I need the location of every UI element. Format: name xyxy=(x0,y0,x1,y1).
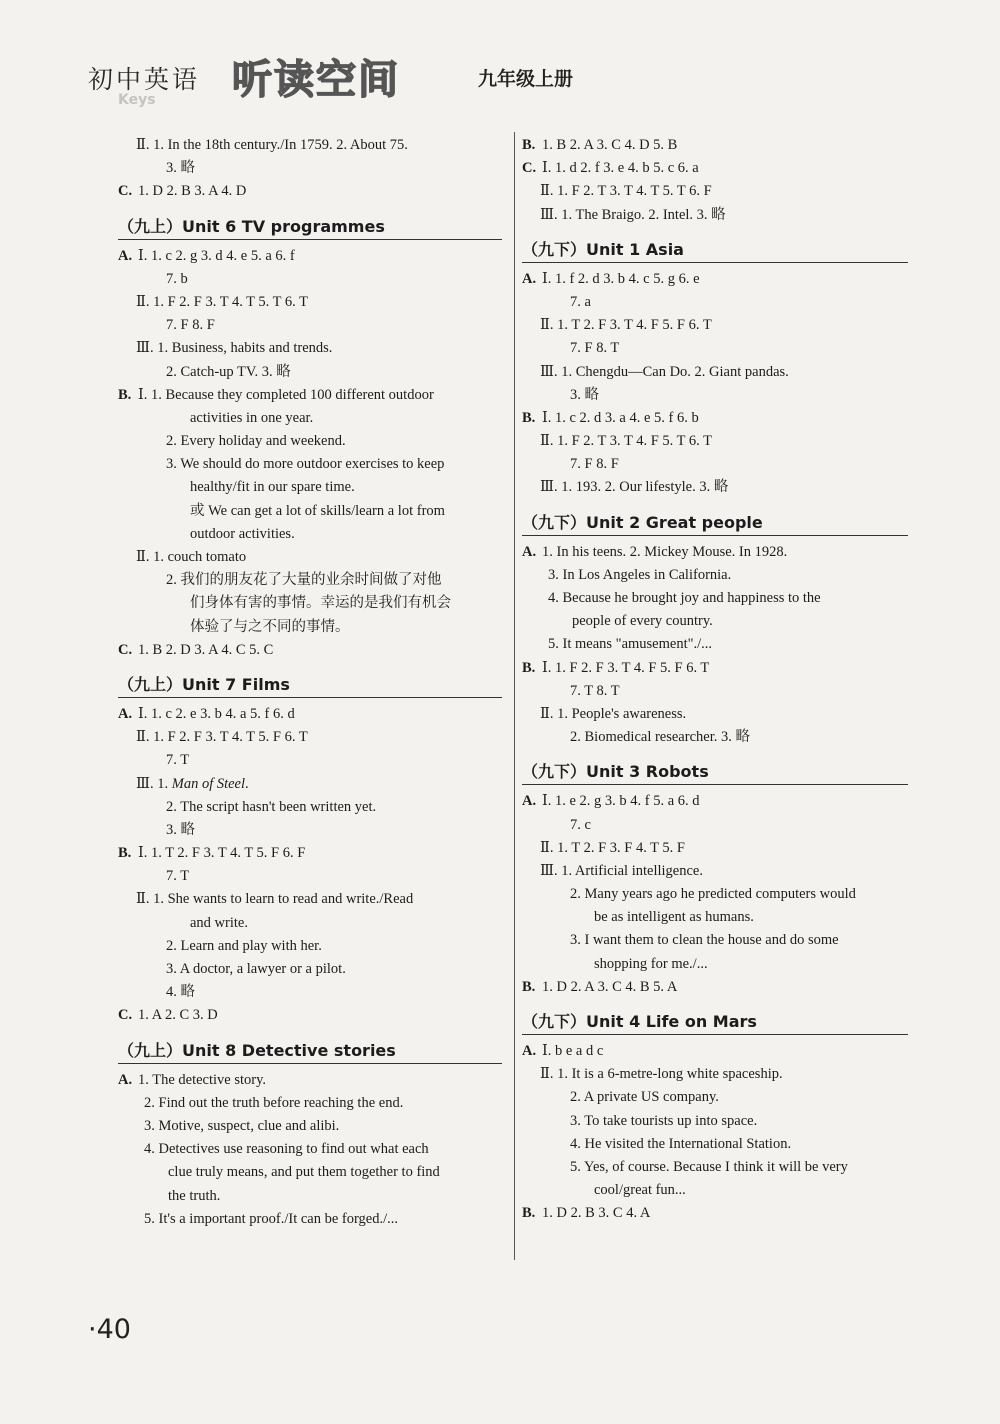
answer-line xyxy=(118,314,510,337)
answer-line xyxy=(118,842,510,865)
answer-text: shopping for me./... xyxy=(594,955,708,972)
answer-line xyxy=(118,500,510,523)
answer-text: 1. In his teens. 2. Mickey Mouse. In 1928. xyxy=(542,543,788,560)
answer-line xyxy=(522,703,916,726)
answer-line xyxy=(522,407,916,430)
unit-title: （九下）Unit 3 Robots xyxy=(522,759,908,785)
unit-heading xyxy=(522,756,916,790)
answer-text: clue truly means, and put them together to find xyxy=(168,1164,440,1181)
part-label: C. xyxy=(522,160,537,177)
keys-label: Keys xyxy=(118,92,156,108)
answer-line xyxy=(118,592,510,615)
spacer xyxy=(522,999,916,1006)
answer-line xyxy=(118,157,510,180)
part-label: B. xyxy=(522,1205,536,1222)
answer-line xyxy=(118,958,510,981)
answer-line xyxy=(522,680,916,703)
answer-text: 7. b xyxy=(166,270,188,287)
part-label: A. xyxy=(118,1071,133,1088)
answer-line xyxy=(118,291,510,314)
answer-text: 7. T 8. T xyxy=(570,682,620,699)
answer-text: 1. D 2. B 3. A 4. D xyxy=(138,183,247,200)
answer-text: cool/great fun... xyxy=(594,1182,686,1199)
answer-line xyxy=(522,906,916,929)
answer-text: Ⅲ. 1. The Braigo. 2. Intel. 3. 略 xyxy=(540,206,726,223)
unit-heading xyxy=(522,507,916,541)
answer-text: 体验了与之不同的事情。 xyxy=(190,618,350,635)
answer-line xyxy=(522,268,916,291)
answer-text: and write. xyxy=(190,914,248,931)
part-label: B. xyxy=(118,845,132,862)
answer-line xyxy=(522,430,916,453)
answer-line xyxy=(118,1185,510,1208)
answer-line xyxy=(118,726,510,749)
answer-line xyxy=(118,134,510,157)
spacer xyxy=(118,662,510,669)
answer-text: 2. 我们的朋友花了大量的业余时间做了对他 xyxy=(166,572,442,589)
answer-text: Ⅰ. 1. c 2. e 3. b 4. a 5. f 6. d xyxy=(138,705,295,722)
answer-text: outdoor activities. xyxy=(190,525,295,542)
answer-text: 3. 略 xyxy=(570,386,599,403)
answer-text: Ⅱ. 1. couch tomato xyxy=(136,549,247,565)
part-label: A. xyxy=(522,1043,537,1059)
spacer xyxy=(118,1028,510,1035)
part-label: A. xyxy=(118,705,133,722)
answer-line xyxy=(118,361,510,384)
answer-line xyxy=(522,361,916,384)
answer-text: 4. He visited the International Station. xyxy=(570,1135,792,1152)
answer-text: 1. The detective story. xyxy=(138,1071,267,1088)
answer-line xyxy=(118,1208,510,1231)
answer-text: 4. Because he brought joy and happiness to the xyxy=(548,590,821,606)
answer-text: Ⅰ. 1. T 2. F 3. T 4. T 5. F 6. F xyxy=(138,845,306,862)
answer-text: 3. Motive, suspect, clue and alibi. xyxy=(144,1117,340,1134)
answer-line xyxy=(118,569,510,592)
answer-line xyxy=(522,1086,916,1109)
answer-line xyxy=(118,773,510,796)
answer-text: 7. a xyxy=(570,293,591,310)
answer-line xyxy=(118,935,510,958)
spacer xyxy=(522,227,916,234)
spacer xyxy=(522,749,916,756)
answer-line xyxy=(522,587,916,610)
answer-line xyxy=(118,180,510,203)
answer-line xyxy=(522,384,916,407)
part-label: B. xyxy=(522,409,536,426)
right-column xyxy=(522,134,916,1226)
unit-heading xyxy=(118,211,510,245)
unit-title: （九下）Unit 4 Life on Mars xyxy=(522,1009,908,1035)
answer-line xyxy=(522,633,916,656)
answer-text: Ⅱ. 1. F 2. F 3. T 4. T 5. T 6. T xyxy=(136,293,308,310)
answer-line xyxy=(118,1161,510,1184)
answer-text: 5. Yes, of course. Because I think it will be very xyxy=(570,1158,848,1175)
answer-text: 2. Learn and play with her. xyxy=(166,937,322,954)
answer-line xyxy=(522,1179,916,1202)
answer-text: Ⅲ. 1. Business, habits and trends. xyxy=(136,340,333,357)
answer-line xyxy=(118,616,510,639)
answer-text: 3. We should do more outdoor exercises to keep xyxy=(166,456,445,473)
answer-text: 7. T xyxy=(166,752,190,769)
answer-text: the truth. xyxy=(168,1187,221,1204)
answer-line xyxy=(118,639,510,662)
answer-text: 1. A 2. C 3. D xyxy=(138,1007,218,1024)
unit-title: （九下）Unit 2 Great people xyxy=(522,510,908,536)
answer-line xyxy=(522,1202,916,1225)
answer-text: 1. B 2. A 3. C 4. D 5. B xyxy=(542,137,678,153)
answer-text: 1. B 2. D 3. A 4. C 5. C xyxy=(138,641,274,658)
answer-text: Ⅱ. 1. T 2. F 3. T 4. F 5. F 6. T xyxy=(540,317,712,334)
answer-text: 2. The script hasn't been written yet. xyxy=(166,798,377,815)
answer-text: 7. F 8. F xyxy=(570,456,619,473)
answer-line xyxy=(118,819,510,842)
answer-line xyxy=(118,453,510,476)
unit-title: （九下）Unit 1 Asia xyxy=(522,237,908,263)
answer-text: 5. It's a important proof./It can be forged./... xyxy=(144,1210,399,1227)
answer-text: Ⅲ. 1. 193. 2. Our lifestyle. 3. 略 xyxy=(540,479,729,496)
answer-line xyxy=(522,657,916,680)
answer-text: 或 We can get a lot of skills/learn a lot from xyxy=(190,502,445,519)
answer-text: 7. T xyxy=(166,868,190,885)
answer-line xyxy=(522,564,916,587)
answer-line xyxy=(522,726,916,749)
answer-line xyxy=(118,1004,510,1027)
answer-text: people of every country. xyxy=(572,613,713,630)
answer-text: 2. Biomedical researcher. 3. 略 xyxy=(570,729,750,746)
page-number: ·40 xyxy=(88,1314,131,1345)
answer-text: Ⅱ. 1. T 2. F 3. F 4. T 5. F xyxy=(540,839,685,856)
answer-line xyxy=(118,981,510,1004)
series-title: 初中英语 xyxy=(88,65,201,94)
answer-line xyxy=(522,314,916,337)
answer-text: Ⅰ. 1. F 2. F 3. T 4. F 5. F 6. T xyxy=(542,659,710,676)
answer-text: 1. D 2. A 3. C 4. B 5. A xyxy=(542,978,678,995)
answer-line xyxy=(522,180,916,203)
answer-text: 7. c xyxy=(570,816,591,833)
spacer xyxy=(118,204,510,211)
answer-line xyxy=(522,837,916,860)
answer-line xyxy=(522,953,916,976)
answer-line xyxy=(118,703,510,726)
answer-text: 7. F 8. T xyxy=(570,340,620,357)
answer-text: Ⅱ. 1. In the 18th century./In 1759. 2. About 75. xyxy=(136,137,408,153)
answer-text: 7. F 8. F xyxy=(166,317,215,334)
answer-text: 3. In Los Angeles in California. xyxy=(548,566,732,583)
answer-text: Ⅱ. 1. F 2. T 3. T 4. T 5. T 6. F xyxy=(540,183,712,200)
answer-text: 3. To take tourists up into space. xyxy=(570,1112,758,1129)
part-label: A. xyxy=(118,247,133,264)
answer-line xyxy=(522,337,916,360)
answer-line xyxy=(522,291,916,314)
answer-text: 2. Every holiday and weekend. xyxy=(166,433,346,450)
answer-text: Ⅰ. 1. d 2. f 3. e 4. b 5. c 6. a xyxy=(542,160,699,177)
answer-text: 2. Many years ago he predicted computers would xyxy=(570,886,856,903)
answer-line xyxy=(118,888,510,911)
answer-line xyxy=(118,1115,510,1138)
part-label: B. xyxy=(522,659,536,676)
answer-text: Ⅱ. 1. She wants to learn to read and write./Read xyxy=(136,891,414,908)
book-logo: 听读空间 xyxy=(232,57,400,103)
answer-text: be as intelligent as humans. xyxy=(594,909,754,926)
answer-line xyxy=(118,912,510,935)
answer-line xyxy=(522,610,916,633)
answer-line xyxy=(118,430,510,453)
answer-line xyxy=(118,523,510,546)
answer-line xyxy=(118,268,510,291)
part-label: C. xyxy=(118,1007,133,1024)
answer-line xyxy=(118,337,510,360)
part-label: B. xyxy=(522,978,536,995)
answer-text: Ⅲ. 1. Chengdu—Can Do. 2. Giant pandas. xyxy=(540,363,789,380)
answer-text: 2. Find out the truth before reaching the end. xyxy=(144,1094,404,1111)
spacer xyxy=(522,500,916,507)
page-number-value: 40 xyxy=(96,1314,131,1345)
answer-text: Ⅱ. 1. F 2. T 3. T 4. F 5. T 6. T xyxy=(540,433,712,450)
answer-line xyxy=(522,929,916,952)
answer-line xyxy=(522,1133,916,1156)
unit-title: （九上）Unit 7 Films xyxy=(118,672,502,698)
grade-label: 九年级上册 xyxy=(478,68,574,90)
answer-text: activities in one year. xyxy=(190,409,314,426)
part-label: A. xyxy=(522,270,537,287)
answer-line xyxy=(118,407,510,430)
unit-heading xyxy=(522,1006,916,1040)
part-label: B. xyxy=(522,137,536,153)
answer-line xyxy=(118,865,510,888)
unit-heading xyxy=(118,669,510,703)
answer-text: healthy/fit in our spare time. xyxy=(190,479,355,496)
answer-line xyxy=(118,749,510,772)
answer-text: 3. I want them to clean the house and do some xyxy=(570,932,839,949)
answer-line xyxy=(522,1063,916,1086)
answer-line xyxy=(522,790,916,813)
answer-text: Ⅰ. 1. c 2. d 3. a 4. e 5. f 6. b xyxy=(542,409,699,426)
answer-line xyxy=(118,1092,510,1115)
answer-line xyxy=(118,476,510,499)
answer-text: 1. D 2. B 3. C 4. A xyxy=(542,1205,651,1222)
answer-line xyxy=(118,245,510,268)
answer-text: Ⅱ. 1. People's awareness. xyxy=(540,705,687,722)
answer-line xyxy=(522,476,916,499)
answer-line xyxy=(522,976,916,999)
answer-line xyxy=(522,453,916,476)
answer-line xyxy=(118,1069,510,1092)
unit-heading xyxy=(522,234,916,268)
answer-text: 2. A private US company. xyxy=(570,1089,719,1106)
answer-line xyxy=(522,814,916,837)
answer-text: 2. Catch-up TV. 3. 略 xyxy=(166,363,291,380)
answer-line xyxy=(522,541,916,564)
answer-text: 5. It means "amusement"./... xyxy=(548,636,713,653)
answer-text: 们身体有害的事情。幸运的是我们有机会 xyxy=(190,595,451,612)
answer-text: 4. 略 xyxy=(166,984,195,1001)
left-column xyxy=(118,134,510,1231)
answer-line xyxy=(522,860,916,883)
answer-text: 3. A doctor, a lawyer or a pilot. xyxy=(166,961,346,977)
answer-line xyxy=(522,1110,916,1133)
answer-line xyxy=(522,1156,916,1179)
answer-text: Ⅲ. 1. Man of Steel. xyxy=(136,775,249,792)
answer-line xyxy=(522,1040,916,1063)
part-label: B. xyxy=(118,386,132,403)
part-label: C. xyxy=(118,641,133,658)
answer-line xyxy=(118,1138,510,1161)
answer-text: Ⅲ. 1. Artificial intelligence. xyxy=(540,862,703,879)
answer-line xyxy=(522,204,916,227)
answer-text: Ⅰ. b e a d c xyxy=(542,1043,604,1059)
part-label: C. xyxy=(118,183,133,200)
column-divider xyxy=(514,132,515,1260)
answer-line xyxy=(522,883,916,906)
answer-text: Ⅰ. 1. Because they completed 100 different outdoor xyxy=(138,386,434,403)
answer-text: 4. Detectives use reasoning to find out what each xyxy=(144,1141,429,1158)
answer-line xyxy=(118,546,510,569)
answer-line xyxy=(522,157,916,180)
unit-title: （九上）Unit 8 Detective stories xyxy=(118,1038,502,1064)
answer-text: Ⅰ. 1. f 2. d 3. b 4. c 5. g 6. e xyxy=(542,270,700,287)
part-label: A. xyxy=(522,793,537,810)
part-label: A. xyxy=(522,543,537,560)
answer-text: Ⅱ. 1. It is a 6-metre-long white spaceship. xyxy=(540,1066,783,1083)
answer-text: 3. 略 xyxy=(166,821,195,838)
answer-line xyxy=(118,796,510,819)
answer-text: 3. 略 xyxy=(166,160,195,177)
answer-line xyxy=(522,134,916,157)
answer-text: Ⅱ. 1. F 2. F 3. T 4. T 5. F 6. T xyxy=(136,729,308,746)
unit-title: （九上）Unit 6 TV programmes xyxy=(118,214,502,240)
answer-text: Ⅰ. 1. e 2. g 3. b 4. f 5. a 6. d xyxy=(542,793,700,810)
answer-text: Ⅰ. 1. c 2. g 3. d 4. e 5. a 6. f xyxy=(138,247,295,264)
unit-heading xyxy=(118,1035,510,1069)
answer-line xyxy=(118,384,510,407)
